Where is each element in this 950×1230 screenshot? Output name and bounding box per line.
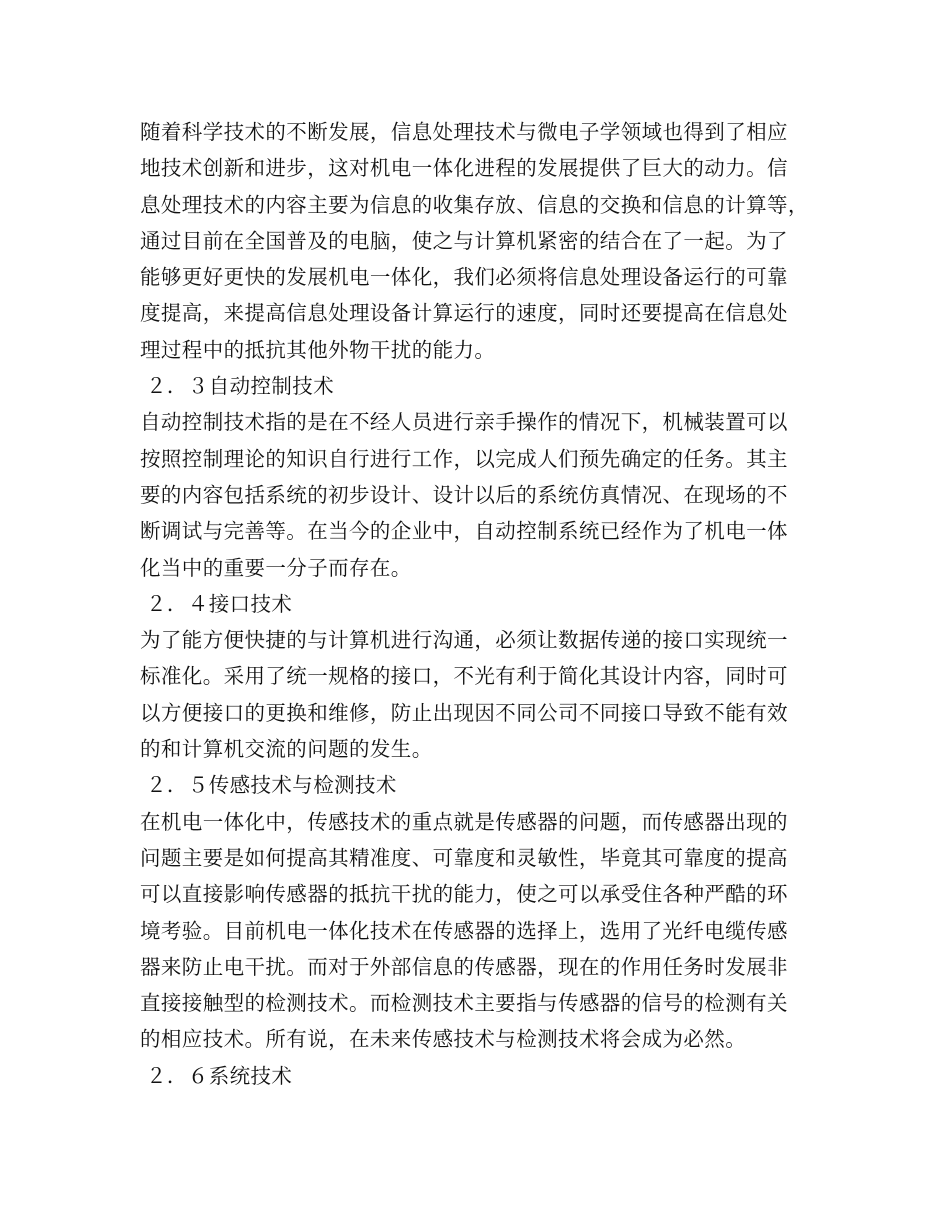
paragraph-line: 自动控制技术指的是在不经人员进行亲手操作的情况下，机械装置可以 (140, 410, 788, 435)
paragraph-line: 断调试与完善等。在当今的企业中，自动控制系统已经作为了机电一体 (140, 519, 788, 544)
paragraph-line: 要的内容包括系统的初步设计、设计以后的系统仿真情况、在现场的不 (140, 482, 788, 507)
paragraph-line: 以方便接口的更换和维修，防止出现因不同公司不同接口导致不能有效 (140, 700, 788, 725)
section-heading: ２．５传感技术与检测技术 (146, 773, 397, 798)
section-heading: ２．３自动控制技术 (146, 374, 335, 399)
paragraph-line: 按照控制理论的知识自行进行工作，以完成人们预先确定的任务。其主 (140, 446, 788, 471)
document-body (140, 114, 830, 1094)
paragraph-line: 在机电一体化中，传感技术的重点就是传感器的问题，而传感器出现的 (140, 809, 788, 834)
paragraph-line: 度提高，来提高信息处理设备计算运行的速度，同时还要提高在信息处 (140, 301, 788, 326)
paragraph-line: 问题主要是如何提高其精准度、可靠度和灵敏性，毕竟其可靠度的提高 (140, 845, 788, 870)
paragraph-line: 可以直接影响传感器的抵抗干扰的能力，使之可以承受住各种严酷的环 (140, 882, 788, 907)
paragraph-line: 能够更好更快的发展机电一体化，我们必须将信息处理设备运行的可靠 (140, 265, 788, 290)
paragraph-line: 理过程中的抵抗其他外物干扰的能力。 (140, 337, 496, 362)
paragraph-line: 通过目前在全国普及的电脑，使之与计算机紧密的结合在了一起。为了 (140, 228, 788, 253)
section-heading: ２．６系统技术 (146, 1063, 293, 1088)
paragraph-line: 地技术创新和进步，这对机电一体化进程的发展提供了巨大的动力。信 (140, 156, 788, 181)
paragraph-line: 直接接触型的检测技术。而检测技术主要指与传感器的信号的检测有关 (140, 991, 788, 1016)
paragraph-line: 的相应技术。所有说，在未来传感技术与检测技术将会成为必然。 (140, 1027, 747, 1052)
paragraph-line: 器来防止电干扰。而对于外部信息的传感器，现在的作用任务时发展非 (140, 954, 788, 979)
paragraph-line: 的和计算机交流的问题的发生。 (140, 737, 433, 762)
paragraph-line: 随着科学技术的不断发展，信息处理技术与微电子学领域也得到了相应 (140, 120, 788, 144)
paragraph-line: 为了能方便快捷的与计算机进行沟通，必须让数据传递的接口实现统一 (140, 628, 788, 653)
section-heading: ２．４接口技术 (146, 591, 293, 616)
paragraph-line: 化当中的重要一分子而存在。 (140, 555, 412, 580)
paragraph-line: 境考验。目前机电一体化技术在传感器的选择上，选用了光纤电缆传感 (140, 918, 788, 943)
paragraph-line: 标准化。采用了统一规格的接口，不光有利于简化其设计内容，同时可 (140, 664, 788, 689)
paragraph-line: 息处理技术的内容主要为信息的收集存放、信息的交换和信息的计算等， (140, 192, 809, 217)
